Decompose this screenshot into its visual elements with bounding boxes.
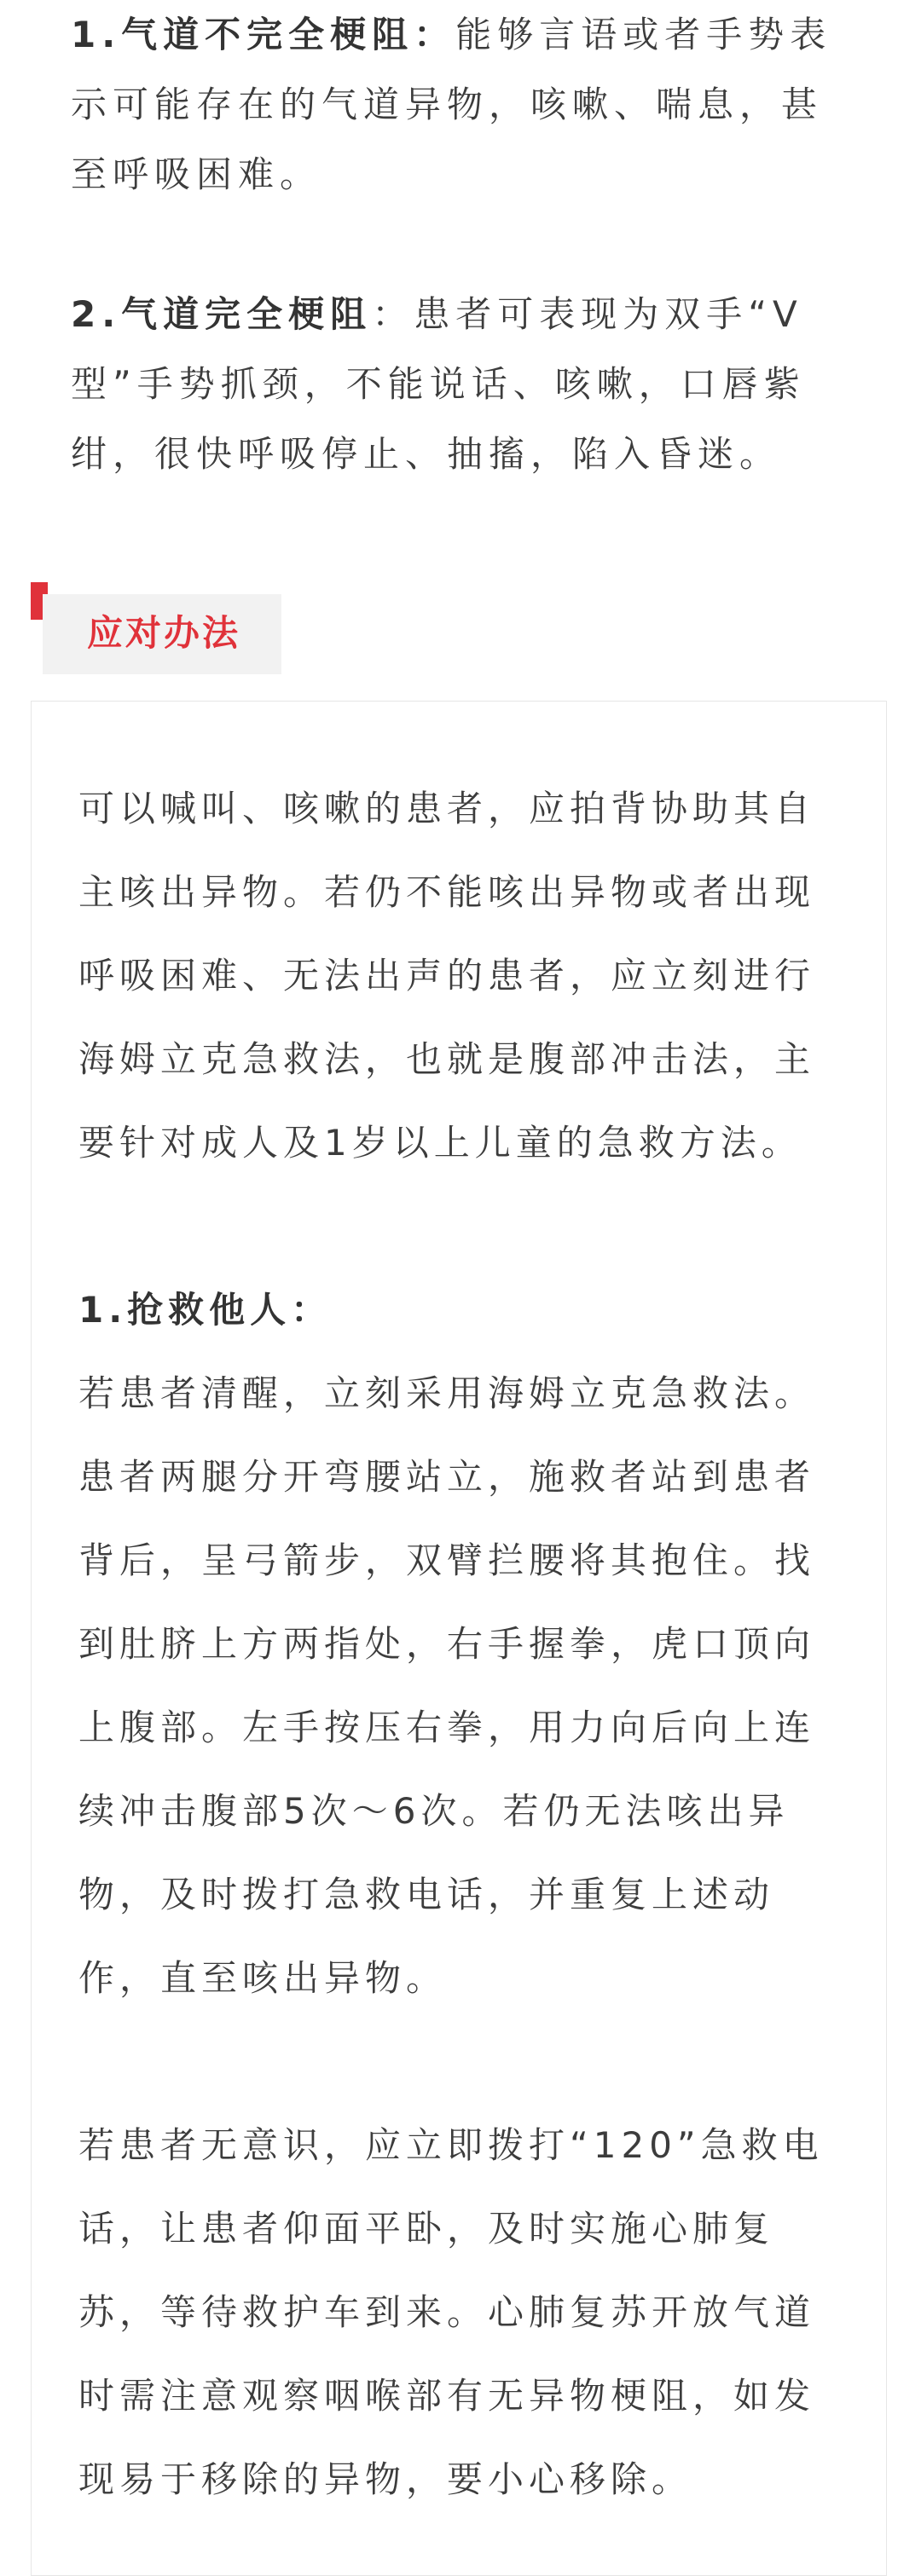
subheading-rescue-others: 1.抢救他人：	[78, 1289, 333, 1331]
paragraph-conscious-patient: 若患者清醒，立刻采用海姆立克急救法。患者两腿分开弯腰站立，施救者站到患者背后，呈弓箭步，双臂拦腰将其抱住。找到肚脐上方两指处，右手握拳，虎口顶向上腹部。左手按压右拳，用力向后向上连续冲击腹部5次～6次。若仍无法咳出异物，及时拨打急救电话，并重复上述动作，直至咳出异物。	[78, 1372, 816, 1999]
intro-item-text: 能够言语或者手势表示可能存在的气道异物，咳嗽、喘息，甚至呼吸困难。	[71, 14, 832, 195]
intro-item-lead: 1.气道不完全梗阻：	[71, 14, 456, 55]
paragraph-general-advice: 可以喊叫、咳嗽的患者，应拍背协助其自主咳出异物。若仍不能咳出异物或者出现呼吸困难、无法出声的患者，应立刻进行海姆立克急救法，也就是腹部冲击法，主要针对成人及1岁以上儿童的急救方法。	[78, 788, 816, 1164]
intro-section	[71, 0, 847, 489]
intro-item-partial-obstruction	[71, 0, 847, 210]
intro-item-lead: 2.气道完全梗阻	[71, 293, 373, 335]
intro-item-text: ：患者可表现为双手“V型”手势抓颈，不能说话、咳嗽，口唇紫绀，很快呼吸停止、抽搐，陷入昏迷。	[71, 293, 806, 475]
intro-item-complete-obstruction	[71, 280, 847, 489]
card-content	[78, 767, 846, 2521]
section-heading: 应对办法	[87, 612, 241, 654]
paragraph-unconscious-patient: 若患者无意识，应立即拨打“120”急救电话，让患者仰面平卧，及时实施心肺复苏，等待救护车到来。心肺复苏开放气道时需注意观察咽喉部有无异物梗阻，如发现易于移除的异物，要小心移除。	[78, 2124, 824, 2500]
